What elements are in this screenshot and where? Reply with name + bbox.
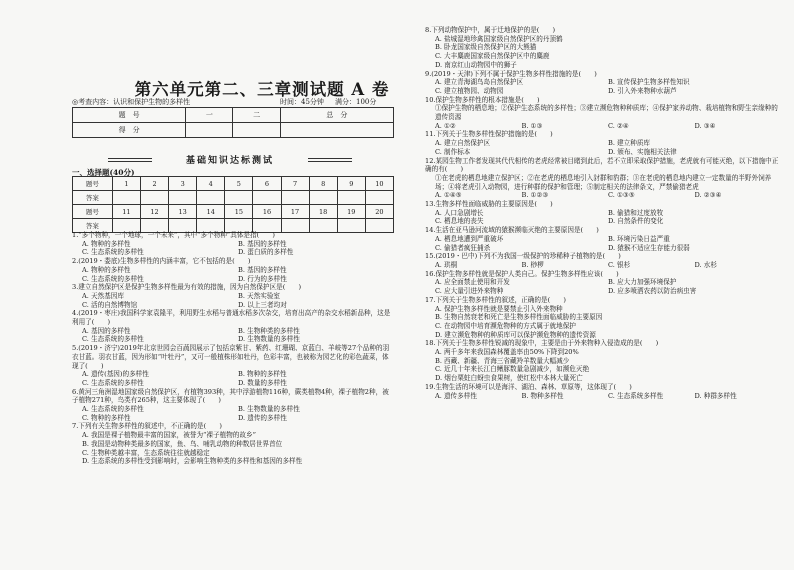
option-grid — [425, 278, 781, 295]
option: C. 生物种类越丰富，生态系统往往就越稳定 — [82, 448, 210, 457]
question-stem: 3.建立自然保护区是保护生物多样性最为有效的措施，因为自然保护区是( ) — [72, 283, 302, 292]
answer-grid — [72, 176, 394, 233]
grid-cell: 4 — [197, 177, 225, 191]
grid-cell — [225, 191, 253, 205]
question-stem: 7.下列有关生物多样性的叙述中，不正确的是( ) — [72, 422, 222, 431]
grid-cell — [197, 191, 225, 205]
option: D. 烟台栗蛀白蚜虫食果树，使红松中本林大量死亡 — [435, 374, 583, 383]
grid-cell: 17 — [281, 205, 309, 219]
question-stem: 1.“多个物种，一个地球，一个未来”，其中“多个物种”具体是指( ) — [72, 231, 275, 239]
exam-info — [72, 97, 394, 107]
option: A. 我国是裸子植物最丰富的国家，被誉为“裸子植物的故乡” — [82, 431, 256, 440]
question-stem: 2.(2019・娄底)生物多样性的内涵丰富，它不包括的是( ) — [72, 257, 251, 266]
question-statements: ①保护生物的栖息地；②保护生态系统的多样性；③建立濒危物种种质库；④保护家养动物、栽培植物和野生亲缘种的遗传资源 — [435, 104, 778, 122]
right-column — [425, 0, 783, 570]
question-stem: 11.下列关于生物多样性保护措施的是( ) — [425, 130, 553, 139]
option: B. 生物种类的多样性 — [238, 326, 300, 335]
grid-cell: 题号 — [73, 177, 113, 191]
option-row — [425, 392, 781, 401]
question-stem: 9.(2019・天津)下列不属于保护生物多样性措施的是( ) — [425, 69, 597, 78]
grid-cell: 7 — [281, 177, 309, 191]
grid-cell — [140, 191, 168, 205]
option: D. 应多喷洒农药以防治病虫害 — [608, 287, 697, 296]
option-grid — [72, 370, 394, 387]
option: A. ①④⑤ — [435, 191, 462, 200]
option: D. ②③④ — [694, 191, 722, 200]
option-grid — [72, 405, 394, 422]
grid-cell: 6 — [253, 177, 281, 191]
option-grid — [425, 139, 781, 156]
question-stem: 10.保护生物多样性的根本措施是( ) — [425, 95, 540, 104]
question — [72, 309, 394, 344]
question — [425, 339, 781, 383]
option: D. 生态系统的多样性受到影响时，会影响生物种类的多样性和基因的多样性 — [82, 457, 303, 466]
option: B. 生物自然衰老和死亡是生物多样性面临威胁的主要原因 — [435, 313, 603, 322]
option: B. 桫椤 — [521, 260, 544, 269]
option: A. 物种的多样性 — [82, 239, 131, 248]
option: A. 应全面禁止使用和开发 — [435, 278, 510, 287]
question — [425, 270, 781, 296]
option: A. 遗传多样性 — [435, 391, 477, 400]
grid-cell: 16 — [253, 205, 281, 219]
left-column — [64, 0, 397, 570]
option: C. 近几十年来长江白鳍豚数量急剧减少，如濒危灭绝 — [435, 365, 590, 374]
option: C. 生态系统的多样性 — [82, 378, 144, 387]
option: B. 基因的多样性 — [238, 239, 287, 248]
option: C. 银杉 — [608, 260, 631, 269]
question-stem: 19.生物生活的环境可以是海洋、湖泊、森林、草原等，这体现了( ) — [425, 382, 632, 391]
question-stem: 15.(2019・巴中)下列不为我国一级保护的珍稀种子植物的是( ) — [425, 252, 621, 261]
question-stem: 17.下列关于生物多样性的叙述，正确的是( ) — [425, 295, 566, 304]
option: A. ①② — [435, 121, 456, 130]
option: B. 卧龙国家级自然保护区的大熊猫 — [435, 43, 537, 52]
score-cell — [233, 123, 280, 138]
grid-cell: 18 — [309, 205, 337, 219]
page-title: 第六单元第二、三章测试题 A 卷 — [134, 80, 390, 99]
option: C. 活的自然博物馆 — [82, 300, 138, 309]
grid-cell — [337, 191, 365, 205]
grid-cell — [112, 191, 140, 205]
grid-cell: 19 — [337, 205, 365, 219]
option: A. 建立自然保护区 — [435, 139, 491, 148]
option-grid — [72, 240, 394, 257]
question-stem: 13.生物多样性面临威胁的主要原因是( ) — [425, 200, 553, 209]
option: A. 遗传(基因)的多样性 — [82, 370, 149, 379]
question — [425, 252, 781, 269]
question-list-right — [425, 26, 781, 400]
option: A. 基因的多样性 — [82, 326, 131, 335]
grid-cell: 9 — [337, 177, 365, 191]
option: A. 栖息地遭到严重破坏 — [435, 234, 504, 243]
grid-cell: 1 — [112, 177, 140, 191]
question — [425, 26, 781, 70]
grid-cell: 题号 — [73, 205, 113, 219]
option: B. 天然实验室 — [238, 291, 281, 300]
grid-cell — [281, 191, 309, 205]
option: D. 行为的多样性 — [238, 274, 287, 283]
option: D. ③④ — [694, 121, 716, 130]
section-title: 基础知识达标测试 — [130, 153, 330, 166]
grid-cell — [253, 191, 281, 205]
option: C. 生态系统的多样性 — [82, 274, 144, 283]
full-score: 满分：100分 — [335, 98, 377, 106]
option: D. 建立濒危物种的种质库可以保护濒危物种的遗传资源 — [435, 330, 596, 339]
option: B. ①③ — [521, 121, 543, 130]
question-stem: 12.某园生物工作者发现其代代相传的老虎经常被目睹到此后，若不立即采取保护措施，老虎就有可能灭绝，以下措施中正确的有( ) — [425, 156, 779, 174]
option: A. 保护生物多样性就是要禁止引入外来物种 — [435, 304, 563, 313]
option: C. 生态系统多样性 — [608, 391, 664, 400]
option: B. 建立种质库 — [608, 139, 651, 148]
part-heading: 一、选择题(40分) — [72, 168, 135, 177]
question — [72, 231, 394, 257]
option-grid — [425, 235, 781, 252]
question — [72, 388, 394, 423]
option: C. 大丰麋鹿国家级自然保护区中的麋鹿 — [435, 52, 550, 61]
score-cell: 得 分 — [73, 123, 186, 138]
option: C. 生态系统的多样性 — [82, 248, 144, 257]
option: C. 建立植物园、动物园 — [435, 86, 504, 95]
option: C. ②④ — [608, 121, 629, 130]
option: D. 水杉 — [694, 260, 717, 269]
option: D. 颁布、实施相关法律 — [608, 147, 677, 156]
question-stem: 4.(2019・枣庄)我国科学家袁隆平，利用野生水稻与普通水稻多次杂交，培育出高产的杂交水稻新品种，这是利用了( ) — [72, 309, 391, 327]
question — [72, 283, 394, 309]
grid-cell: 13 — [169, 205, 197, 219]
option: B. 物种多样性 — [521, 391, 564, 400]
question — [72, 257, 394, 283]
question — [425, 70, 781, 96]
exam-time: 时间：45分钟 — [280, 98, 324, 106]
option: B. 偷猎和过度放牧 — [608, 208, 664, 217]
option: C. ①③⑤ — [608, 191, 635, 200]
option-row — [425, 261, 781, 270]
question-stem: 14.生活在亚马逊河流域的猿猴濒临灭绝的主要原因是( ) — [425, 226, 599, 235]
grid-cell: 15 — [225, 205, 253, 219]
question — [72, 422, 394, 466]
option-grid — [425, 209, 781, 226]
option: A. 盐城湿地珍禽国家级自然保护区的丹顶鹤 — [435, 34, 563, 43]
option: D. 南京红山动物园中的狮子 — [435, 60, 517, 69]
question-stem: 18.下列关于生物多样性锐减的现象中，主要是由于外来物种入侵造成的是( ) — [425, 339, 659, 348]
question — [425, 130, 781, 156]
option: A. 建立青海湖鸟岛自然保护区 — [435, 78, 524, 87]
grid-cell: 2 — [140, 177, 168, 191]
question-stem: 6.黄河三角洲湿地国家级自然保护区，有植物393种，其中浮游植物116种，蕨类植物4种，裸子植物2种，被子植物271种，鸟类有265种，这主要体现了( ) — [72, 387, 389, 405]
option: C. 应大量引进外来物种 — [435, 287, 504, 296]
option: B. 西藏、新疆、青海三省藏羚羊数量大幅减少 — [435, 356, 570, 365]
grid-cell: 8 — [309, 177, 337, 191]
option: D. 引入外来物种水葫芦 — [608, 86, 677, 95]
option: B. 物种的多样性 — [238, 370, 287, 379]
option: B. 生物数量的多样性 — [238, 405, 300, 414]
option: C. 制作标本 — [435, 147, 471, 156]
grid-cell: 答案 — [73, 191, 113, 205]
question — [425, 96, 781, 131]
score-cell: 题 号 — [73, 108, 186, 123]
option: D. 猿猴不适应生存能力很弱 — [608, 243, 690, 252]
question-stem: 16.保护生物多样性就是保护人类自己。保护生物多样性应该( ) — [425, 269, 619, 278]
grid-cell: 答案 — [73, 219, 113, 233]
grid-cell: 10 — [365, 177, 393, 191]
option: D. 遗传的多样性 — [238, 413, 287, 422]
option: A. 天然基因库 — [82, 291, 124, 300]
grid-cell — [169, 191, 197, 205]
option: A. 生态系统的多样性 — [82, 405, 144, 414]
question — [425, 157, 781, 201]
option: B. 宣传保护生物多样性知识 — [608, 78, 690, 87]
grid-cell: 20 — [365, 205, 393, 219]
option-row — [425, 191, 781, 200]
question — [425, 383, 781, 400]
score-cell — [280, 123, 393, 138]
grid-cell: 12 — [140, 205, 168, 219]
option: D. 以上三者均对 — [238, 300, 287, 309]
option: A. 珙桐 — [435, 260, 458, 269]
grid-cell: 14 — [197, 205, 225, 219]
question — [425, 200, 781, 226]
score-cell: 总 分 — [280, 108, 393, 123]
option: B. 基因的多样性 — [238, 265, 287, 274]
option-grid — [425, 78, 781, 95]
option: C. 在动物园中培育濒危物种的方式属于就地保护 — [435, 321, 576, 330]
question — [72, 344, 394, 388]
grid-cell — [309, 191, 337, 205]
grid-cell: 5 — [225, 177, 253, 191]
option: B. 应大力加强环境保护 — [608, 278, 677, 287]
option-grid — [72, 327, 394, 344]
score-cell: 二 — [233, 108, 280, 123]
option-grid — [72, 292, 394, 309]
score-cell — [186, 123, 233, 138]
question-stem: 8.下列动物保护中，属于迁地保护的是( ) — [425, 26, 556, 34]
grid-cell — [365, 191, 393, 205]
option: C. 栖息地的丧失 — [435, 217, 484, 226]
question — [425, 226, 781, 252]
score-table — [72, 107, 394, 138]
option: B. 我国是动物种类最多的国家，鱼、鸟、哺乳动物的种数居世界首位 — [82, 439, 283, 448]
option: A. 两千多年来我国森林覆盖率由50%下降到20% — [435, 348, 579, 357]
question-statements: ①在老虎的栖息地建立保护区；②在老虎的栖息地引入豺群和豹群；③在老虎的栖息地内建立一定数量的半野外饲养场；④将老虎引入动物园，进行种群的保护和管理；⑤制定相关的法律条文，严禁偷猎老虎 — [435, 173, 772, 191]
grid-cell: 11 — [112, 205, 140, 219]
option: D. 种群多样性 — [694, 391, 737, 400]
option: B. 环境污染日益严重 — [608, 234, 670, 243]
option: C. 物种的多样性 — [82, 413, 131, 422]
grid-cell: 3 — [169, 177, 197, 191]
option: D. 生物数量的多样性 — [238, 335, 300, 344]
exam-scope: ◎考查内容：认识和保护生物的多样性 — [72, 98, 191, 106]
option: C. 生态系统的多样性 — [82, 335, 144, 344]
option: B. ①②③ — [521, 191, 549, 200]
option: D. 自然条件的变化 — [608, 217, 664, 226]
score-cell: 一 — [186, 108, 233, 123]
option-grid — [72, 266, 394, 283]
question-stem: 5.(2019・济宁)2019年北京世园会百蔬园展示了包括京紫甘、紫药、红珊瑚、京蓝白、羊岐等27个品种的羽衣甘蓝。羽衣甘蓝，因为形如“叶牡丹”，又可一般植株形如牡丹，色彩丰富，也被称为园艺化的彩色蔬菜，体现了( ) — [72, 344, 390, 370]
option: C. 偷猎者疯狂捕杀 — [435, 243, 491, 252]
option: A. 物种的多样性 — [82, 265, 131, 274]
option: D. 蛋白质的多样性 — [238, 248, 294, 257]
question — [425, 296, 781, 340]
option: D. 数量的多样性 — [238, 378, 287, 387]
question-list-left — [72, 231, 394, 466]
option: A. 人口急剧增长 — [435, 208, 484, 217]
